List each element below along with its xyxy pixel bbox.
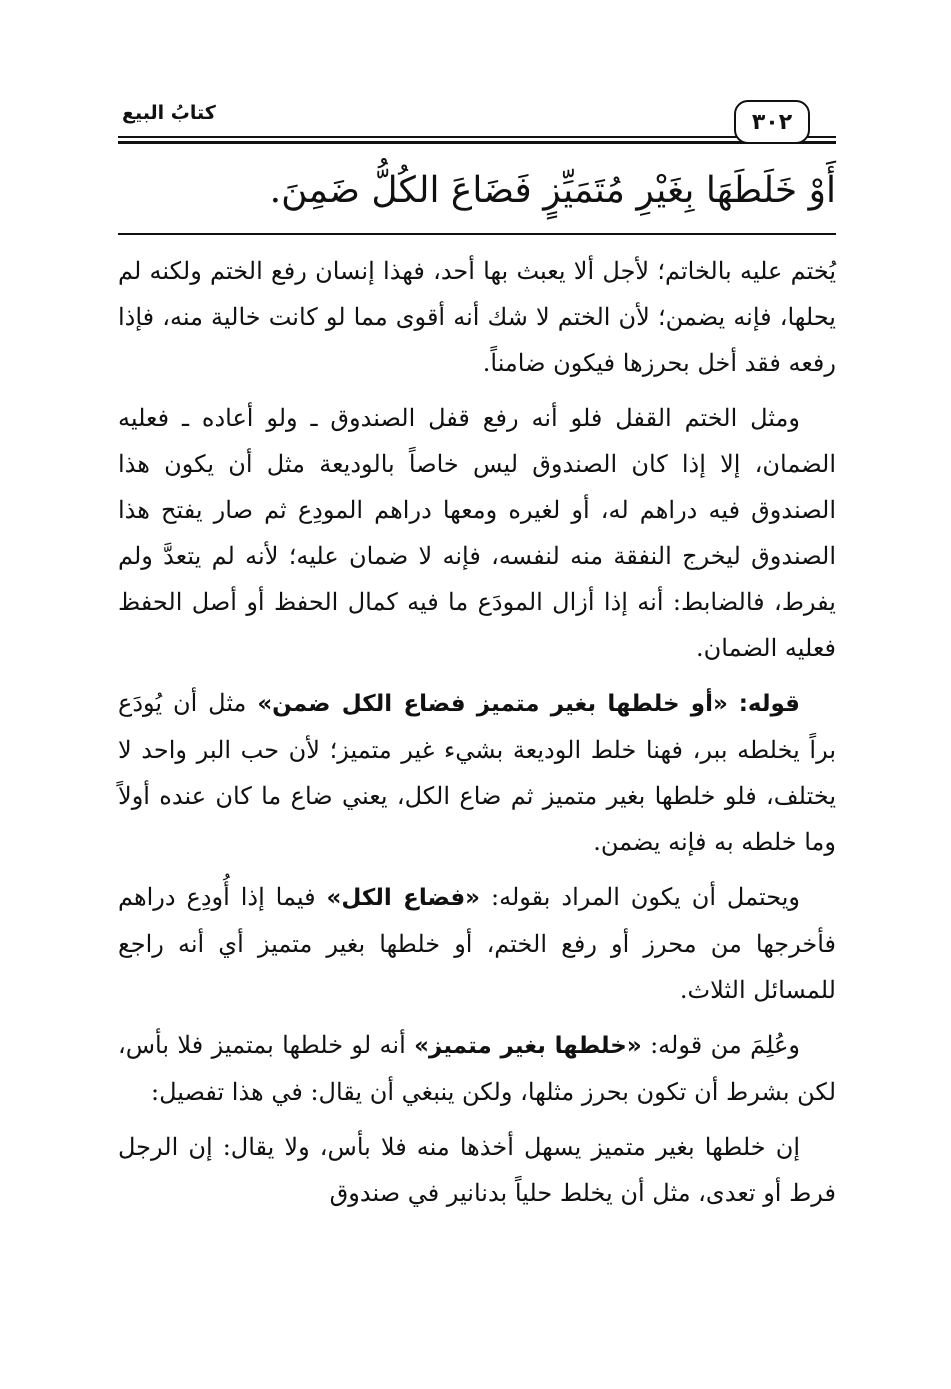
- matn-separator: [118, 233, 836, 235]
- matn-text: أَوْ خَلَطَهَا بِغَيْرِ مُتَمَيِّزٍ فَضَاعَ الكُلُّ ضَمِنَ.: [269, 170, 836, 211]
- paragraph-pre: وعُلِمَ من قوله:: [650, 1031, 800, 1059]
- paragraph: [118, 1022, 836, 1115]
- paragraph-text: إن خلطها بغير متميز يسهل أخذها منه فلا بأس، ولا يقال: إن الرجل فرط أو تعدى، مثل أن يخلط حلياً بدنانير في صندوق: [118, 1133, 836, 1207]
- commentary-body: [118, 248, 836, 1225]
- paragraph-pre: ويحتمل أن يكون المراد بقوله:: [490, 883, 800, 911]
- bold-quote: «فضاع الكل»: [326, 885, 481, 911]
- header-rule: [118, 136, 836, 138]
- header-rule-thick: [118, 141, 836, 144]
- paragraph: [118, 1124, 836, 1216]
- book-title: كتابُ البيع: [118, 102, 220, 124]
- paragraph-text: أنه لو خلطها بمتميز فلا بأس، لكن بشرط أن تكون بحرز مثلها، ولكن ينبغي أن يقال: في هذا تفصيل:: [118, 1031, 836, 1106]
- bold-quote: «أو خلطها بغير متميز فضاع الكل ضمن»: [257, 691, 728, 717]
- bold-quote: «خلطها بغير متميز»: [414, 1033, 642, 1059]
- paragraph-text: يُختم عليه بالخاتم؛ لأجل ألا يعبث بها أحد، فهذا إنسان رفع الختم ولكنه لم يحلها، فإنه يضمن؛ لأن الختم لا شك أنه أقوى مما لو كانت خالية منه، فإذا رفعه فقد أخل بحرزها فيكون ضامناً.: [118, 257, 837, 377]
- paragraph-text: فيما إذا أُودِع دراهم فأخرجها من محرز أو رفع الختم، أو خلطها بغير متميز أي أنه راجع للمسائل الثلاث.: [118, 883, 836, 1004]
- page-header: [118, 98, 836, 148]
- paragraph-text: ومثل الختم القفل فلو أنه رفع قفل الصندوق ـ ولو أعاده ـ فعليه الضمان، إلا إذا كان الصندوق ليس خاصاً بالوديعة مثل أن يكون هذا الصندوق فيه دراهم له، أو لغيره ومعها دراهم المودِع ثم صار يفتح هذا الصندوق ليخرج النفقة منه لنفسه، فإنه لا ضمان عليه؛ لأنه لم يتعدَّ ولم يفرط، فالضابط: أنه إذا أزال المودَع ما فيه كمال الحفظ أو أصل الحفظ فعليه الضمان.: [118, 404, 836, 662]
- paragraph: [118, 248, 836, 386]
- paragraph-text: مثل أن يُودَع براً يخلطه ببر، فهنا خلط الوديعة بشيء غير متميز؛ لأن حب البر واحد لا يختلف، فلو خلطها بغير متميز ثم ضاع الكل، يعني ضاع ما كان عنده أولاً وما خلطه به فإنه يضمن.: [118, 689, 837, 856]
- paragraph: [118, 874, 836, 1013]
- paragraph: [118, 680, 836, 865]
- bold-lead: قوله:: [738, 691, 800, 717]
- page-number: ٣٠٢: [734, 100, 810, 144]
- paragraph: [118, 395, 836, 671]
